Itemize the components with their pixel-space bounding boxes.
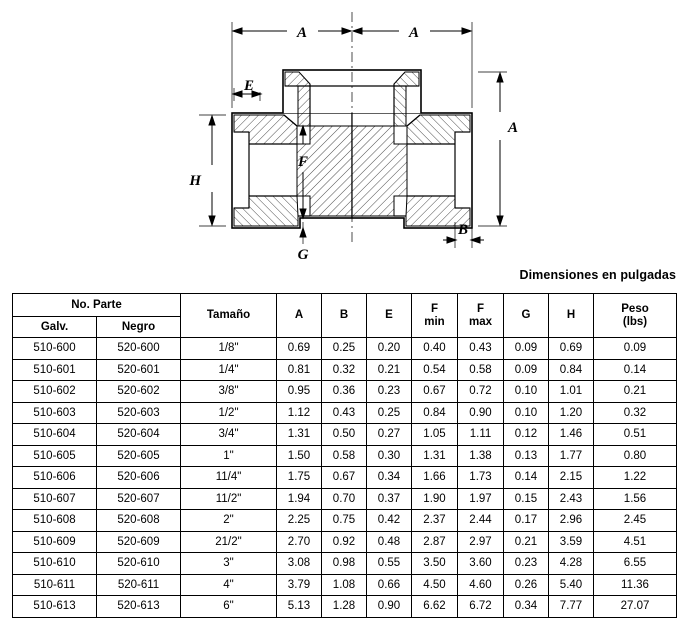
cell-galv: 510-607 <box>13 488 97 510</box>
cell-g: 0.09 <box>504 359 549 381</box>
dimensions-table-wrap <box>12 293 676 618</box>
cell-f-min: 1.31 <box>412 445 458 467</box>
cell-peso: 6.55 <box>594 553 677 575</box>
cell-negro: 520-608 <box>97 510 181 532</box>
cell-galv: 510-606 <box>13 467 97 489</box>
dim-label-f: F <box>297 154 309 170</box>
header-f-max-line2: max <box>468 315 493 328</box>
cell-peso: 11.36 <box>594 574 677 596</box>
cell-h: 5.40 <box>549 574 594 596</box>
header-h: H <box>549 294 594 338</box>
cell-a: 0.95 <box>277 381 322 403</box>
cell-peso: 1.22 <box>594 467 677 489</box>
cell-galv: 510-602 <box>13 381 97 403</box>
dim-label-a-right: A <box>408 25 420 41</box>
header-peso-line2: (lbs) <box>622 315 648 328</box>
cell-tamano: 1" <box>181 445 277 467</box>
cell-a: 3.79 <box>277 574 322 596</box>
cell-e: 0.48 <box>367 531 412 553</box>
cell-galv: 510-611 <box>13 574 97 596</box>
cell-h: 1.46 <box>549 424 594 446</box>
cell-tamano: 11/4" <box>181 467 277 489</box>
cell-e: 0.34 <box>367 467 412 489</box>
dim-label-h: H <box>189 173 201 189</box>
cell-b: 0.50 <box>322 424 367 446</box>
table-row <box>13 467 677 489</box>
cell-negro: 520-603 <box>97 402 181 424</box>
header-a: A <box>277 294 322 338</box>
cell-a: 1.75 <box>277 467 322 489</box>
cell-a: 1.12 <box>277 402 322 424</box>
cell-h: 1.77 <box>549 445 594 467</box>
cell-peso: 4.51 <box>594 531 677 553</box>
header-peso-line1: Peso <box>621 303 649 316</box>
table-row <box>13 574 677 596</box>
cell-g: 0.09 <box>504 338 549 360</box>
cell-f-max: 2.97 <box>458 531 504 553</box>
cell-negro: 520-605 <box>97 445 181 467</box>
cell-h: 7.77 <box>549 596 594 618</box>
dim-label-a-vertical: A <box>508 120 519 136</box>
table-row <box>13 531 677 553</box>
cell-h: 1.20 <box>549 402 594 424</box>
cell-galv: 510-605 <box>13 445 97 467</box>
cell-b: 0.36 <box>322 381 367 403</box>
header-b: B <box>322 294 367 338</box>
cell-f-min: 4.50 <box>412 574 458 596</box>
cell-e: 0.20 <box>367 338 412 360</box>
cell-peso: 0.14 <box>594 359 677 381</box>
cell-h: 2.15 <box>549 467 594 489</box>
cell-e: 0.25 <box>367 402 412 424</box>
cell-negro: 520-610 <box>97 553 181 575</box>
cell-f-min: 6.62 <box>412 596 458 618</box>
cell-b: 0.70 <box>322 488 367 510</box>
cell-a: 1.94 <box>277 488 322 510</box>
table-row <box>13 424 677 446</box>
cell-f-min: 1.90 <box>412 488 458 510</box>
header-f-max <box>458 294 504 338</box>
cell-peso: 2.45 <box>594 510 677 532</box>
cell-tamano: 2" <box>181 510 277 532</box>
cell-tamano: 1/8" <box>181 338 277 360</box>
cell-peso: 0.21 <box>594 381 677 403</box>
cell-a: 2.70 <box>277 531 322 553</box>
header-no-parte: No. Parte <box>13 294 181 317</box>
cell-peso: 0.09 <box>594 338 677 360</box>
cell-negro: 520-609 <box>97 531 181 553</box>
cell-b: 1.28 <box>322 596 367 618</box>
cell-e: 0.27 <box>367 424 412 446</box>
cell-g: 0.13 <box>504 445 549 467</box>
cell-tamano: 3/8" <box>181 381 277 403</box>
cell-a: 1.50 <box>277 445 322 467</box>
header-f-max-line1: F <box>476 303 485 316</box>
cell-tamano: 4" <box>181 574 277 596</box>
cell-f-min: 2.37 <box>412 510 458 532</box>
cell-f-max: 1.97 <box>458 488 504 510</box>
cell-negro: 520-602 <box>97 381 181 403</box>
cell-f-max: 3.60 <box>458 553 504 575</box>
cell-a: 0.69 <box>277 338 322 360</box>
cell-h: 0.69 <box>549 338 594 360</box>
table-row <box>13 402 677 424</box>
cell-g: 0.10 <box>504 402 549 424</box>
cell-a: 2.25 <box>277 510 322 532</box>
cell-f-max: 0.90 <box>458 402 504 424</box>
table-row <box>13 381 677 403</box>
header-g: G <box>504 294 549 338</box>
technical-drawing <box>0 0 688 268</box>
cell-g: 0.26 <box>504 574 549 596</box>
cell-a: 1.31 <box>277 424 322 446</box>
cell-galv: 510-603 <box>13 402 97 424</box>
cell-b: 0.75 <box>322 510 367 532</box>
cell-f-max: 1.73 <box>458 467 504 489</box>
cell-e: 0.90 <box>367 596 412 618</box>
cell-g: 0.21 <box>504 531 549 553</box>
cell-f-max: 6.72 <box>458 596 504 618</box>
table-head <box>13 294 677 338</box>
cell-f-min: 0.40 <box>412 338 458 360</box>
cell-b: 0.25 <box>322 338 367 360</box>
cell-negro: 520-607 <box>97 488 181 510</box>
cell-h: 4.28 <box>549 553 594 575</box>
cell-negro: 520-611 <box>97 574 181 596</box>
table-header-row-1 <box>13 294 677 317</box>
table-body <box>13 338 677 618</box>
cell-peso: 27.07 <box>594 596 677 618</box>
cell-galv: 510-613 <box>13 596 97 618</box>
cell-f-min: 3.50 <box>412 553 458 575</box>
cell-f-min: 0.67 <box>412 381 458 403</box>
units-caption: Dimensiones en pulgadas <box>519 268 676 282</box>
table-row <box>13 445 677 467</box>
cell-f-max: 0.58 <box>458 359 504 381</box>
cell-galv: 510-601 <box>13 359 97 381</box>
dim-label-e: E <box>243 78 255 94</box>
cell-peso: 1.56 <box>594 488 677 510</box>
cell-g: 0.10 <box>504 381 549 403</box>
cell-tamano: 1/4" <box>181 359 277 381</box>
cell-h: 3.59 <box>549 531 594 553</box>
cell-e: 0.37 <box>367 488 412 510</box>
cell-h: 2.43 <box>549 488 594 510</box>
dim-label-g: G <box>297 247 309 263</box>
cell-negro: 520-613 <box>97 596 181 618</box>
cell-e: 0.66 <box>367 574 412 596</box>
header-f-min-line2: min <box>424 315 445 328</box>
cell-f-min: 0.84 <box>412 402 458 424</box>
cell-g: 0.17 <box>504 510 549 532</box>
cell-h: 0.84 <box>549 359 594 381</box>
cell-peso: 0.51 <box>594 424 677 446</box>
cell-g: 0.14 <box>504 467 549 489</box>
cell-f-min: 1.66 <box>412 467 458 489</box>
cell-e: 0.30 <box>367 445 412 467</box>
cell-h: 1.01 <box>549 381 594 403</box>
cell-b: 1.08 <box>322 574 367 596</box>
cell-tamano: 6" <box>181 596 277 618</box>
table-row <box>13 510 677 532</box>
cell-f-min: 1.05 <box>412 424 458 446</box>
cell-negro: 520-600 <box>97 338 181 360</box>
cell-tamano: 21/2" <box>181 531 277 553</box>
cell-e: 0.23 <box>367 381 412 403</box>
cell-tamano: 3" <box>181 553 277 575</box>
cell-galv: 510-610 <box>13 553 97 575</box>
cell-galv: 510-609 <box>13 531 97 553</box>
cell-negro: 520-606 <box>97 467 181 489</box>
cell-b: 0.58 <box>322 445 367 467</box>
header-f-min-line1: F <box>430 303 439 316</box>
cell-f-min: 2.87 <box>412 531 458 553</box>
cell-b: 0.67 <box>322 467 367 489</box>
cell-f-max: 2.44 <box>458 510 504 532</box>
dim-label-a-left: A <box>296 25 308 41</box>
cell-b: 0.32 <box>322 359 367 381</box>
cell-f-max: 0.72 <box>458 381 504 403</box>
cell-g: 0.12 <box>504 424 549 446</box>
header-peso <box>594 294 677 338</box>
cell-negro: 520-604 <box>97 424 181 446</box>
cell-h: 2.96 <box>549 510 594 532</box>
header-e: E <box>367 294 412 338</box>
cell-tamano: 1/2" <box>181 402 277 424</box>
cell-g: 0.23 <box>504 553 549 575</box>
cell-peso: 0.32 <box>594 402 677 424</box>
header-tamano: Tamaño <box>181 294 277 338</box>
cell-peso: 0.80 <box>594 445 677 467</box>
cell-f-min: 0.54 <box>412 359 458 381</box>
header-galv: Galv. <box>13 317 97 338</box>
cell-f-max: 1.38 <box>458 445 504 467</box>
cell-e: 0.55 <box>367 553 412 575</box>
cell-e: 0.21 <box>367 359 412 381</box>
table-row <box>13 488 677 510</box>
dimensions-table <box>12 293 677 618</box>
cell-f-max: 0.43 <box>458 338 504 360</box>
table-row <box>13 338 677 360</box>
tee-fitting-diagram <box>0 0 688 268</box>
dim-label-b: B <box>457 222 469 238</box>
cell-b: 0.98 <box>322 553 367 575</box>
cell-tamano: 3/4" <box>181 424 277 446</box>
cell-galv: 510-600 <box>13 338 97 360</box>
cell-galv: 510-608 <box>13 510 97 532</box>
table-row <box>13 553 677 575</box>
cell-b: 0.92 <box>322 531 367 553</box>
cell-tamano: 11/2" <box>181 488 277 510</box>
header-negro: Negro <box>97 317 181 338</box>
cell-b: 0.43 <box>322 402 367 424</box>
cell-g: 0.15 <box>504 488 549 510</box>
cell-a: 3.08 <box>277 553 322 575</box>
cell-e: 0.42 <box>367 510 412 532</box>
cell-f-max: 4.60 <box>458 574 504 596</box>
cell-a: 0.81 <box>277 359 322 381</box>
cell-f-max: 1.11 <box>458 424 504 446</box>
cell-galv: 510-604 <box>13 424 97 446</box>
cell-g: 0.34 <box>504 596 549 618</box>
cell-a: 5.13 <box>277 596 322 618</box>
table-row <box>13 596 677 618</box>
table-row <box>13 359 677 381</box>
cell-negro: 520-601 <box>97 359 181 381</box>
header-f-min <box>412 294 458 338</box>
